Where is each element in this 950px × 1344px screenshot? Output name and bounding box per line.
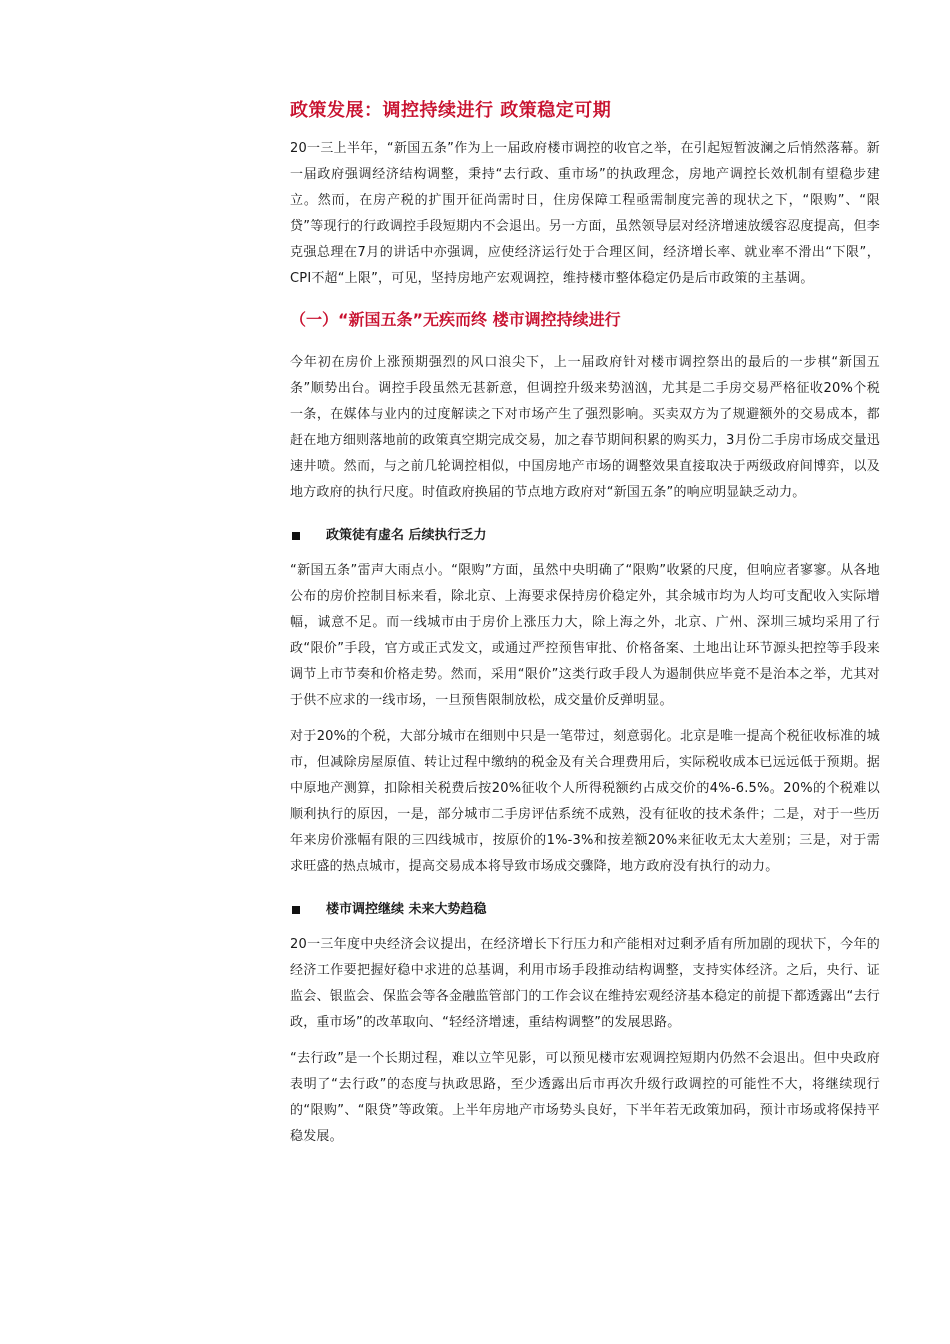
subsection-paragraph: “新国五条”雷声大雨点小。“限购”方面，虽然中央明确了“限购”收紧的尺度，但响应者寥寥。从各地公布的房价控制目标来看，除北京、上海要求保持房价稳定外，其余城市均为人均可支配收入实际增幅，诚意不足。而一线城市由于房价上涨压力大，除上海之外，北京、广州、深圳三城均采用了行政“限价”手段，官方或正式发文，或通过严控预售审批、价格备案、土地出让环节源头把控等手段来调节上市节奏和价格走势。然而，采用“限价”这类行政手段人为遏制供应毕竟不是治本之举，尤其对于供不应求的一线市场，一旦预售限制放松，成交量价反弹明显。	[290, 563, 880, 708]
subsection-heading	[290, 900, 880, 920]
page-title: 政策发展：调控持续进行 政策稳定可期	[290, 100, 612, 121]
subsection-heading-text: 政策徒有虚名 后续执行乏力	[326, 528, 487, 543]
subsection-paragraph: 对于20%的个税，大部分城市在细则中只是一笔带过，刻意弱化。北京是唯一提高个税征收标准的城市，但减除房屋原值、转让过程中缴纳的税金及有关合理费用后，实际税收成本已远远低于预期。据中原地产测算，扣除相关税费后按20%征收个人所得税额约占成交价的4%-6.5%。20%的个税难以顺利执行的原因，一是，部分城市二手房评估系统不成熟，没有征收的技术条件；二是，对于一些历年来房价涨幅有限的三四线城市，按原价的1%-3%和按差额20%来征收无太大差别；三是，对于需求旺盛的热点城市，提高交易成本将导致市场成交骤降，地方政府没有执行的动力。	[290, 729, 880, 874]
document-body	[290, 98, 880, 1160]
section-paragraph: 今年初在房价上涨预期强烈的风口浪尖下，上一届政府针对楼市调控祭出的最后的一步棋“新国五条”顺势出台。调控手段虽然无甚新意，但调控升级来势汹汹，尤其是二手房交易严格征收20%个税一条，在媒体与业内的过度解读之下对市场产生了强烈影响。买卖双方为了规避额外的交易成本，都赶在地方细则落地前的政策真空期完成交易，加之春节期间积累的购买力，3月份二手房市场成交量迅速井喷。然而，与之前几轮调控相似，中国房地产市场的调整效果直接取决于两级政府间博弈，以及地方政府的执行尺度。时值政府换届的节点地方政府对“新国五条”的响应明显缺乏动力。	[290, 355, 880, 500]
intro-paragraph: 20一三上半年，“新国五条”作为上一届政府楼市调控的收官之举，在引起短暂波澜之后悄然落幕。新一届政府强调经济结构调整，秉持“去行政、重市场”的执政理念，房地产调控长效机制有望稳步建立。然而，在房产税的扩围开征尚需时日，住房保障工程亟需制度完善的现状之下，“限购”、“限贷”等现行的行政调控手段短期内不会退出。另一方面，虽然领导层对经济增速放缓容忍度提高，但李克强总理在7月的讲话中亦强调，应使经济运行处于合理区间，经济增长率、就业率不滑出“下限”，CPI不超“上限”，可见，坚持房地产宏观调控，维持楼市整体稳定仍是后市政策的主基调。	[290, 141, 880, 286]
section-heading: （一）“新国五条”无疾而终 楼市调控持续进行	[290, 310, 621, 329]
square-bullet-icon	[292, 532, 300, 540]
subsection-paragraph: 20一三年度中央经济会议提出，在经济增长下行压力和产能相对过剩矛盾有所加剧的现状下，今年的经济工作要把握好稳中求进的总基调，利用市场手段推动结构调整，支持实体经济。之后，央行、证监会、银监会、保监会等各金融监管部门的工作会议在维持宏观经济基本稳定的前提下都透露出“去行政，重市场”的改革取向、“轻经济增速，重结构调整”的发展思路。	[290, 937, 880, 1030]
subsection-heading-text: 楼市调控继续 未来大势趋稳	[326, 902, 487, 917]
subsection-paragraph: “去行政”是一个长期过程，难以立竿见影，可以预见楼市宏观调控短期内仍然不会退出。但中央政府表明了“去行政”的态度与执政思路，至少透露出后市再次升级行政调控的可能性不大，将继续现行的“限购”、“限贷”等政策。上半年房地产市场势头良好，下半年若无政策加码，预计市场或将保持平稳发展。	[290, 1051, 880, 1144]
square-bullet-icon	[292, 906, 300, 914]
subsection-heading	[290, 526, 880, 546]
